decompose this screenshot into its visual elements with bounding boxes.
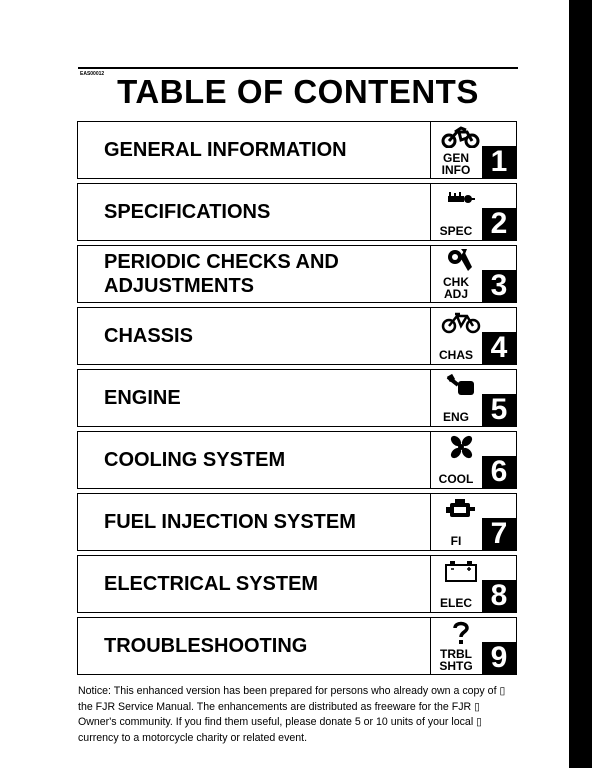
section-title: COOLING SYSTEM (104, 449, 286, 471)
section-abbreviation: GEN INFO (441, 151, 471, 177)
section-tab (430, 184, 516, 240)
section-number: 9 (482, 642, 516, 674)
toc-row-troubleshooting[interactable] (77, 617, 517, 675)
page-title: TABLE OF CONTENTS (117, 73, 479, 110)
section-number: 8 (482, 580, 516, 612)
section-number: 7 (482, 518, 516, 550)
section-tab (430, 370, 516, 426)
section-abbreviation: ELEC (439, 596, 472, 610)
section-title: ENGINE (104, 387, 181, 409)
section-title: ELECTRICAL SYSTEM (104, 573, 319, 595)
section-abbreviation: FI (450, 534, 462, 548)
section-tab (430, 494, 516, 550)
section-number: 1 (482, 146, 516, 178)
section-number: 4 (482, 332, 516, 364)
title-rule (78, 67, 518, 69)
section-title: PERIODIC CHECKS AND ADJUSTMENTS (104, 251, 339, 297)
section-tab (430, 122, 516, 178)
toc-row-general-information[interactable] (77, 121, 517, 179)
toc-row-fuel-injection-system[interactable] (77, 493, 517, 551)
section-number: 6 (482, 456, 516, 488)
section-title: CHASSIS (104, 325, 193, 347)
section-title: TROUBLESHOOTING (104, 635, 308, 657)
section-tab (430, 432, 516, 488)
section-abbreviation: CHK ADJ (443, 275, 469, 301)
toc-row-specifications[interactable] (77, 183, 517, 241)
toc-row-engine[interactable] (77, 369, 517, 427)
section-number: 5 (482, 394, 516, 426)
section-abbreviation: CHAS (438, 348, 473, 362)
section-abbreviation: TRBL SHTG (439, 647, 473, 673)
document-code: EAS00012 (80, 71, 105, 77)
toc-row-periodic-checks[interactable] (77, 245, 517, 303)
section-number: 2 (482, 208, 516, 240)
section-title: FUEL INJECTION SYSTEM (104, 511, 356, 533)
freeware-notice: Notice: This enhanced version has been prepared for persons who already own a copy of ▯ the FJR Service Manual. The enhancements are distributed as freeware for the FJR ▯ Owner's community. If you find them useful, please donate 5 or 10 units of your local ▯ currency to a motorcycle charity or related event. (78, 685, 506, 744)
section-tab (430, 308, 516, 364)
toc-row-chassis[interactable] (77, 307, 517, 365)
section-abbreviation: SPEC (439, 224, 473, 238)
section-number: 3 (482, 270, 516, 302)
toc-row-cooling-system[interactable] (77, 431, 517, 489)
section-tab (430, 556, 516, 612)
toc-row-electrical-system[interactable] (77, 555, 517, 613)
section-tab (430, 618, 516, 674)
section-title: SPECIFICATIONS (104, 201, 271, 223)
section-tab (430, 246, 516, 302)
section-abbreviation: ENG (442, 410, 469, 424)
section-title: GENERAL INFORMATION (104, 139, 347, 161)
section-abbreviation: COOL (438, 472, 474, 486)
